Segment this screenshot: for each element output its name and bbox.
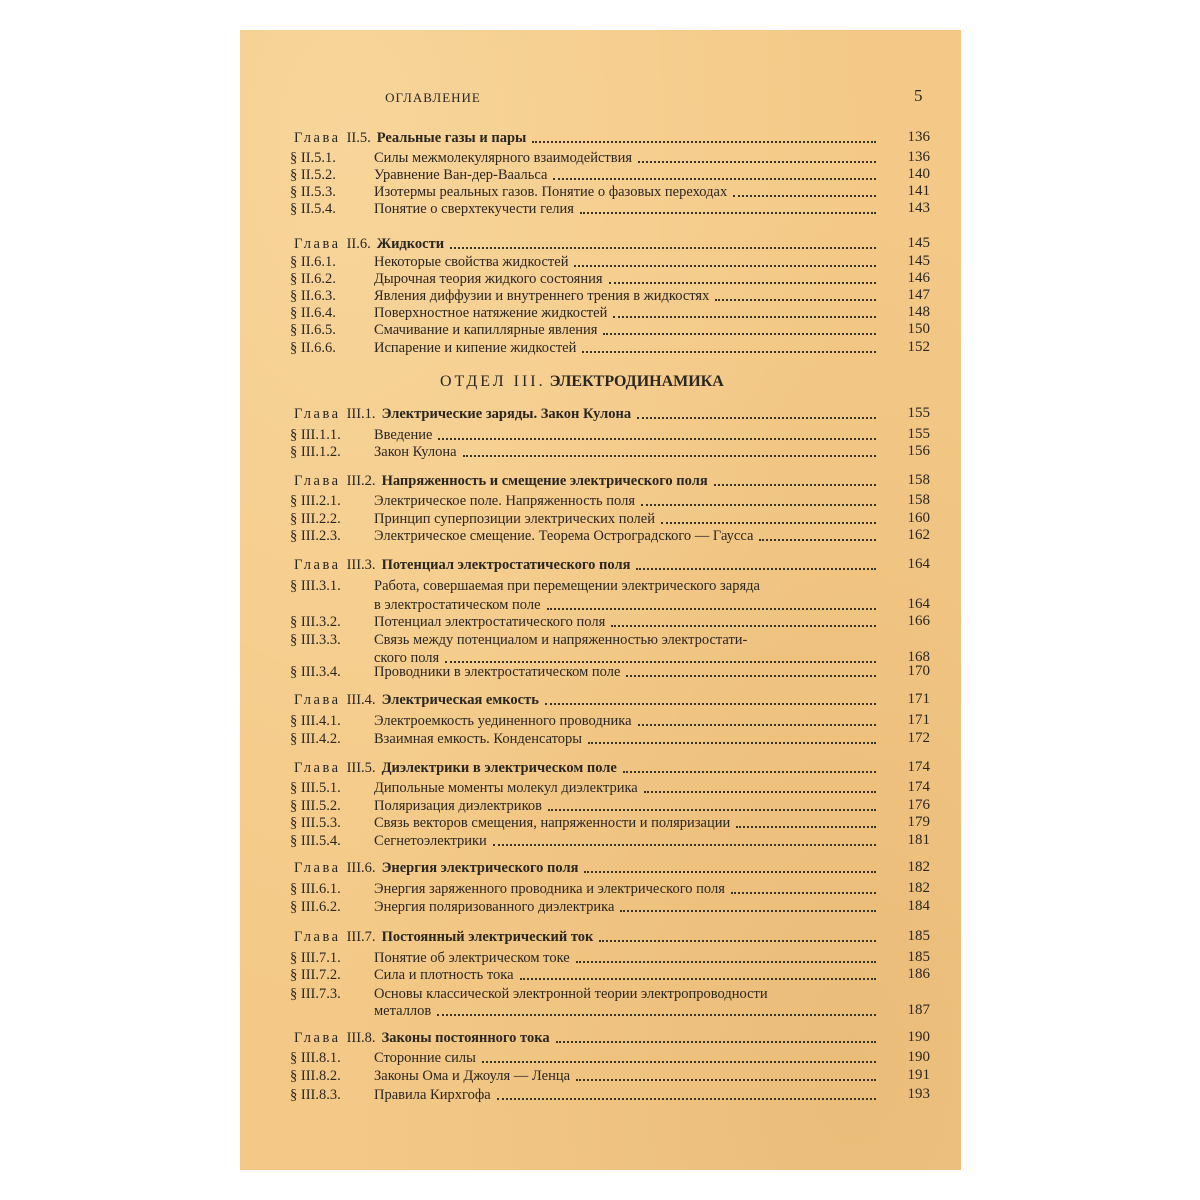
entry-title: Энергия поляризованного диэлектрика	[374, 899, 615, 915]
toc-entry	[290, 967, 880, 984]
entry-title: Введение	[374, 427, 433, 443]
chapter-row	[294, 1030, 880, 1047]
entry-page: 190	[907, 1049, 930, 1065]
toc-entry	[290, 833, 880, 850]
entry-title: Электрическое поле. Напряженность поля	[374, 493, 636, 509]
section-prefix: ОТДЕЛ III.	[440, 373, 546, 390]
entry-number: § II.6.3.	[290, 288, 336, 304]
dot-leader	[547, 607, 876, 610]
chapter-prefix: Глава	[294, 860, 341, 876]
entry-number: § III.6.1.	[290, 881, 341, 897]
entry-page: 152	[907, 339, 930, 355]
chapter-number: II.5.	[346, 130, 371, 146]
toc-entry	[290, 881, 880, 898]
entry-page: 136	[907, 149, 930, 165]
chapter-row	[294, 760, 880, 777]
entry-page: 145	[907, 253, 930, 269]
dot-leader	[736, 825, 876, 828]
entry-title: Электроемкость уединенного проводника	[374, 713, 632, 729]
dot-leader	[450, 246, 876, 249]
dot-leader	[582, 350, 876, 353]
dot-leader	[609, 281, 876, 284]
entry-page: 166	[907, 613, 930, 629]
entry-page: 150	[907, 321, 930, 337]
toc-entry	[290, 427, 880, 444]
entry-page: 185	[907, 949, 930, 965]
chapter-row	[294, 557, 880, 574]
chapter-number: III.5.	[346, 760, 376, 776]
chapter-page: 182	[907, 859, 930, 875]
dot-leader	[644, 790, 876, 793]
entry-title: Поверхностное натяжение жидкостей	[374, 305, 608, 321]
chapter-page: 171	[907, 691, 930, 707]
entry-number: § III.2.2.	[290, 511, 341, 527]
dot-leader	[626, 674, 876, 677]
entry-number: § III.7.3.	[290, 986, 341, 1002]
entry-number: § III.3.1.	[290, 578, 341, 594]
dot-leader	[493, 843, 876, 846]
entry-page: 181	[907, 832, 930, 848]
section-title	[440, 373, 724, 391]
toc-entry	[290, 511, 880, 528]
chapter-number: III.4.	[346, 692, 376, 708]
toc-entry	[290, 578, 880, 595]
chapter-page: 145	[907, 235, 930, 251]
entry-number: § III.7.2.	[290, 967, 341, 983]
dot-leader	[520, 977, 876, 980]
toc-entry	[290, 815, 880, 832]
entry-number: § III.1.1.	[290, 427, 341, 443]
dot-leader	[580, 211, 876, 214]
toc-entry	[290, 184, 880, 201]
entry-number: § III.5.3.	[290, 815, 341, 831]
dot-leader	[623, 770, 876, 773]
chapter-title: Жидкости	[376, 236, 445, 252]
entry-number: § III.3.4.	[290, 664, 341, 680]
running-title: ОГЛАВЛЕНИЕ	[385, 90, 481, 105]
chapter-number: III.8.	[346, 1030, 376, 1046]
entry-page: 191	[907, 1067, 930, 1083]
entry-title: Закон Кулона	[374, 444, 457, 460]
entry-title: Правила Кирхгофа	[374, 1087, 491, 1103]
entry-title: Поляризация диэлектриков	[374, 798, 542, 814]
dot-leader	[620, 909, 876, 912]
dot-leader	[497, 1097, 876, 1100]
entry-title: Связь векторов смещения, напряженности и поляризации	[374, 815, 731, 831]
entry-title: Сила и плотность тока	[374, 967, 514, 983]
chapter-title: Потенциал электростатического поля	[381, 557, 631, 573]
page-number: 5	[914, 86, 923, 105]
entry-title: Принцип суперпозиции электрических полей	[374, 511, 655, 527]
entry-title: Основы классической электронной теории электропроводности	[374, 986, 768, 1002]
toc-entry	[290, 322, 880, 339]
chapter-title: Постоянный электрический ток	[381, 929, 594, 945]
chapter-row	[294, 692, 880, 709]
toc-entry	[290, 288, 880, 305]
entry-page: 143	[907, 200, 930, 216]
chapter-page: 185	[907, 928, 930, 944]
dot-leader	[438, 437, 876, 440]
toc-entry	[290, 1087, 880, 1104]
entry-title: Связь между потенциалом и напряженностью электростати-	[374, 632, 748, 648]
entry-title: Проводники в электростатическом поле	[374, 664, 621, 680]
chapter-prefix: Глава	[294, 557, 341, 573]
dot-leader	[463, 454, 876, 457]
chapter-prefix: Глава	[294, 760, 341, 776]
entry-title-continued: металлов	[374, 1003, 432, 1019]
chapter-row	[294, 236, 880, 253]
toc-entry	[290, 444, 880, 461]
entry-number: § II.6.1.	[290, 254, 336, 270]
entry-page: 162	[907, 527, 930, 543]
entry-number: § II.5.4.	[290, 201, 336, 217]
dot-leader	[636, 567, 876, 570]
chapter-title: Напряженность и смещение электрического поля	[381, 473, 708, 489]
chapter-prefix: Глава	[294, 1030, 341, 1046]
entry-number: § III.5.2.	[290, 798, 341, 814]
dot-leader	[548, 808, 876, 811]
dot-leader	[584, 870, 876, 873]
dot-leader	[641, 503, 876, 506]
entry-title: Дырочная теория жидкого состояния	[374, 271, 603, 287]
toc-entry	[290, 632, 880, 649]
dot-leader	[759, 538, 876, 541]
dot-leader	[613, 315, 876, 318]
dot-leader	[611, 624, 876, 627]
entry-page: 160	[907, 510, 930, 526]
chapter-page: 190	[907, 1029, 930, 1045]
entry-number: § III.8.2.	[290, 1068, 341, 1084]
entry-title: Уравнение Ван-дер-Ваальса	[374, 167, 548, 183]
chapter-title: Электрическая емкость	[381, 692, 539, 708]
entry-number: § III.3.3.	[290, 632, 341, 648]
entry-number: § III.5.4.	[290, 833, 341, 849]
toc-entry	[290, 986, 880, 1003]
dot-leader	[553, 177, 876, 180]
entry-number: § III.2.3.	[290, 528, 341, 544]
chapter-page: 155	[907, 405, 930, 421]
dot-leader	[576, 960, 876, 963]
entry-number: § III.1.2.	[290, 444, 341, 460]
entry-page: 171	[907, 712, 930, 728]
dot-leader	[714, 483, 876, 486]
entry-page: 186	[907, 966, 930, 982]
entry-title-continued: ского поля	[374, 650, 440, 666]
chapter-title: Законы постоянного тока	[381, 1030, 550, 1046]
toc-entry	[290, 271, 880, 288]
entry-page: 187	[907, 1002, 930, 1018]
entry-number: § II.6.2.	[290, 271, 336, 287]
section-name: ЭЛЕКТРОДИНАМИКА	[549, 373, 724, 390]
chapter-row	[294, 130, 880, 147]
entry-page: 141	[907, 183, 930, 199]
entry-title: Изотермы реальных газов. Понятие о фазовых переходах	[374, 184, 728, 200]
entry-number: § III.3.2.	[290, 614, 341, 630]
entry-page: 174	[907, 779, 930, 795]
toc-entry	[290, 254, 880, 271]
chapter-row	[294, 406, 880, 423]
dot-leader	[576, 1078, 876, 1081]
chapter-prefix: Глава	[294, 473, 341, 489]
chapter-number: III.1.	[346, 406, 376, 422]
chapter-prefix: Глава	[294, 130, 341, 146]
entry-title: Энергия заряженного проводника и электрического поля	[374, 881, 725, 897]
toc-entry	[290, 1068, 880, 1085]
entry-title: Законы Ома и Джоуля — Ленца	[374, 1068, 571, 1084]
entry-title: Взаимная емкость. Конденсаторы	[374, 731, 583, 747]
entry-page: 158	[907, 492, 930, 508]
chapter-title: Диэлектрики в электрическом поле	[381, 760, 617, 776]
dot-leader	[556, 1040, 876, 1043]
dot-leader	[574, 264, 876, 267]
toc-entry	[290, 528, 880, 545]
dot-leader	[637, 416, 876, 419]
chapter-number: III.6.	[346, 860, 376, 876]
entry-page: 179	[907, 814, 930, 830]
dot-leader	[603, 332, 876, 335]
chapter-row	[294, 473, 880, 490]
toc-entry	[290, 780, 880, 797]
entry-page: 147	[907, 287, 930, 303]
chapter-number: III.7.	[346, 929, 376, 945]
dot-leader	[733, 194, 876, 197]
entry-title: Смачивание и капиллярные явления	[374, 322, 598, 338]
entry-continuation	[374, 1003, 880, 1020]
entry-page: 182	[907, 880, 930, 896]
entry-number: § III.6.2.	[290, 899, 341, 915]
dot-leader	[445, 660, 876, 663]
chapter-prefix: Глава	[294, 236, 341, 252]
entry-number: § II.6.4.	[290, 305, 336, 321]
toc-entry	[290, 731, 880, 748]
toc-entry	[290, 493, 880, 510]
entry-page: 164	[907, 596, 930, 612]
chapter-row	[294, 860, 880, 877]
entry-number: § III.4.1.	[290, 713, 341, 729]
entry-title: Некоторые свойства жидкостей	[374, 254, 569, 270]
chapter-prefix: Глава	[294, 406, 341, 422]
toc-entry	[290, 614, 880, 631]
toc-entry	[290, 798, 880, 815]
entry-title: Явления диффузии и внутреннего трения в жидкостях	[374, 288, 710, 304]
toc-entry	[290, 167, 880, 184]
dot-leader	[638, 723, 876, 726]
entry-title: Понятие об электрическом токе	[374, 950, 570, 966]
chapter-page: 136	[907, 129, 930, 145]
chapter-page: 164	[907, 556, 930, 572]
dot-leader	[588, 741, 876, 744]
toc-entry	[290, 664, 880, 681]
entry-number: § II.6.5.	[290, 322, 336, 338]
toc-entry	[290, 305, 880, 322]
entry-title: Испарение и кипение жидкостей	[374, 340, 577, 356]
entry-page: 170	[907, 663, 930, 679]
dot-leader	[599, 939, 876, 942]
chapter-prefix: Глава	[294, 692, 341, 708]
entry-number: § III.4.2.	[290, 731, 341, 747]
dot-leader	[661, 521, 876, 524]
entry-number: § III.5.1.	[290, 780, 341, 796]
entry-number: § II.6.6.	[290, 340, 336, 356]
chapter-page: 158	[907, 472, 930, 488]
entry-title: Силы межмолекулярного взаимодействия	[374, 150, 633, 166]
entry-title: Понятие о сверхтекучести гелия	[374, 201, 574, 217]
chapter-number: II.6.	[346, 236, 371, 252]
entry-page: 155	[907, 426, 930, 442]
entry-page: 184	[907, 898, 930, 914]
entry-page: 140	[907, 166, 930, 182]
entry-page: 193	[907, 1086, 930, 1102]
dot-leader	[532, 140, 876, 143]
toc-entry	[290, 1050, 880, 1067]
toc-entry	[290, 150, 880, 167]
entry-page: 168	[907, 649, 930, 665]
entry-number: § III.7.1.	[290, 950, 341, 966]
toc-entry	[290, 950, 880, 967]
chapter-title: Энергия электрического поля	[381, 860, 579, 876]
toc-entry	[290, 899, 880, 916]
entry-number: § II.5.3.	[290, 184, 336, 200]
entry-number: § III.8.1.	[290, 1050, 341, 1066]
dot-leader	[731, 891, 876, 894]
entry-title: Потенциал электростатического поля	[374, 614, 606, 630]
chapter-page: 174	[907, 759, 930, 775]
entry-number: § III.8.3.	[290, 1087, 341, 1103]
chapter-title: Электрические заряды. Закон Кулона	[381, 406, 632, 422]
dot-leader	[437, 1013, 876, 1016]
chapter-title: Реальные газы и пары	[376, 130, 527, 146]
chapter-number: III.3.	[346, 557, 376, 573]
chapter-prefix: Глава	[294, 929, 341, 945]
entry-page: 146	[907, 270, 930, 286]
entry-page: 156	[907, 443, 930, 459]
entry-continuation	[374, 597, 880, 614]
entry-title: Электрическое смещение. Теорема Остроградского — Гаусса	[374, 528, 754, 544]
entry-title-continued: в электростатическом поле	[374, 597, 541, 613]
chapter-row	[294, 929, 880, 946]
entry-title: Работа, совершаемая при перемещении электрического заряда	[374, 578, 760, 594]
toc-entry	[290, 713, 880, 730]
entry-title: Дипольные моменты молекул диэлектрика	[374, 780, 638, 796]
entry-page: 176	[907, 797, 930, 813]
chapter-number: III.2.	[346, 473, 376, 489]
entry-number: § II.5.2.	[290, 167, 336, 183]
entry-number: § II.5.1.	[290, 150, 336, 166]
entry-page: 148	[907, 304, 930, 320]
dot-leader	[715, 298, 876, 301]
entry-title: Сторонние силы	[374, 1050, 476, 1066]
dot-leader	[482, 1060, 876, 1063]
dot-leader	[545, 702, 876, 705]
toc-entry	[290, 340, 880, 357]
entry-number: § III.2.1.	[290, 493, 341, 509]
entry-page: 172	[907, 730, 930, 746]
toc-entry	[290, 201, 880, 218]
dot-leader	[638, 160, 876, 163]
entry-title: Сегнетоэлектрики	[374, 833, 487, 849]
